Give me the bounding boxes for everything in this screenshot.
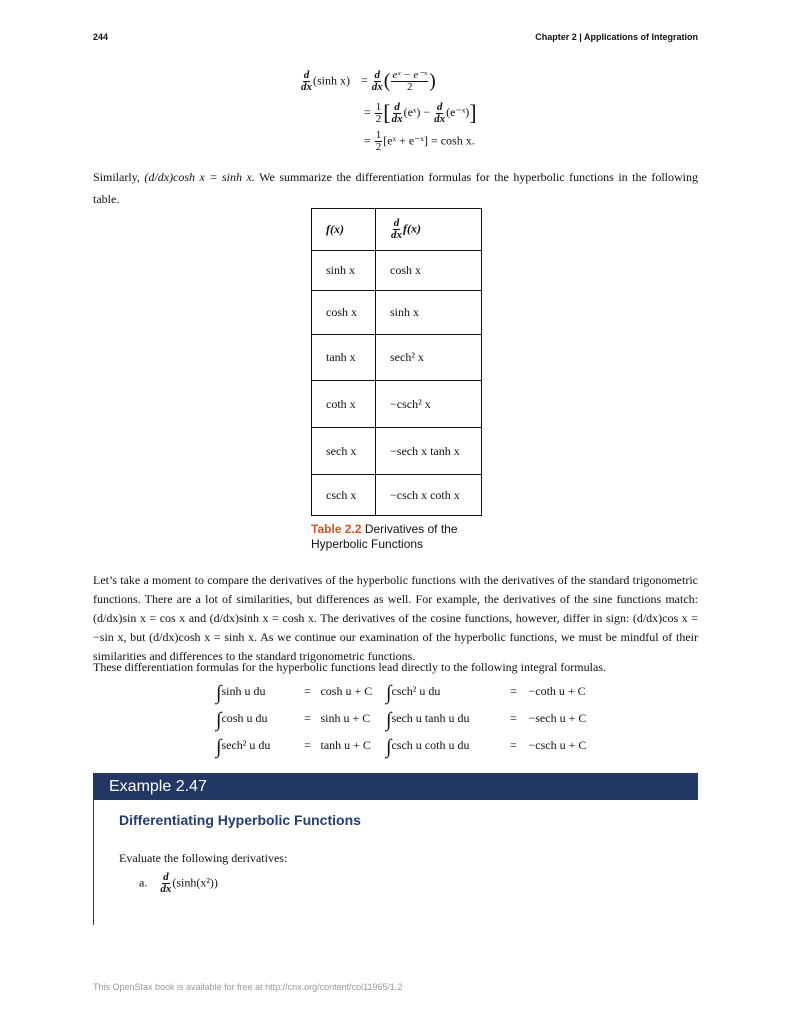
integral-formula (216, 682, 372, 705)
expr: (sinh(x²)) (172, 875, 218, 890)
integral-formula (386, 709, 586, 732)
table-row (312, 335, 482, 381)
integral-sign: ∫ (386, 736, 392, 758)
page-number: 244 (93, 32, 109, 42)
expr: (eˣ) − (403, 104, 431, 119)
lhs: (sinh x) (313, 73, 350, 88)
table-row (312, 251, 482, 291)
integral-formula (386, 736, 586, 759)
table-header-row (312, 209, 482, 251)
derivative-cell: −sech x tanh x (376, 428, 482, 475)
derivative-cell: −csch x coth x (376, 475, 482, 516)
derivative-cell: cosh x (376, 251, 482, 291)
frac-den: dx (160, 883, 172, 895)
header-fx: f(x) (312, 209, 376, 251)
equals: = (304, 738, 311, 752)
result: −csch u + C (528, 738, 587, 752)
footer-note: This OpenStax book is available for free at http://cnx.org/content/col11965/1.2 (93, 982, 403, 992)
frac-den: 2 (407, 81, 413, 93)
frac-num: eˣ − e⁻ˣ (392, 69, 428, 81)
frac-num: d (436, 100, 443, 113)
text: We summarize the differentiation formulas for the hyperbolic functions in the following table. (93, 170, 699, 206)
sinh-derivation (300, 70, 477, 153)
function-cell: sinh x (312, 251, 376, 291)
derivative-cell: −csch² x (376, 381, 482, 428)
frac-den: dx (301, 81, 312, 93)
example-intro: Evaluate the following derivatives: (119, 851, 288, 865)
caption-text: Derivatives of the Hyperbolic Functions (311, 522, 458, 551)
integrand: sinh u du (221, 684, 266, 698)
frac-den: dx (391, 229, 402, 241)
equals: = (364, 133, 371, 148)
example-item-a (139, 872, 218, 895)
frac-den: 2 (375, 112, 382, 125)
integral-formula (216, 736, 371, 759)
integrand: cosh u du (221, 711, 268, 725)
integral-sign: ∫ (386, 709, 392, 731)
frac-den: 2 (375, 141, 382, 153)
result: cosh u + C (320, 684, 373, 698)
example-title: Differentiating Hyperbolic Functions (119, 812, 361, 828)
paragraph-integrals-intro: These differentiation formulas for the hyperbolic functions lead directly to the following integral formulas. (93, 660, 606, 674)
table-row (312, 381, 482, 428)
derivatives-table (311, 208, 482, 516)
function-cell: coth x (312, 381, 376, 428)
frac-num: d (303, 69, 310, 81)
frac-num: d (163, 871, 169, 883)
item-label: a. (139, 875, 148, 890)
frac-num: 1 (375, 129, 382, 141)
frac-num: d (393, 217, 400, 229)
paragraph-compare: Let’s take a moment to compare the derivatives of the hyperbolic functions with the derivatives of the standard trigonometric functions. There are a lot of similarities, but differences as well. For example, the derivatives of the sine functions match: (d/dx)sin x = cos x and (d/dx)sinh x = cosh x. The derivatives of the cosine functions, however, differ in sign: (d/dx)cos x = −sin x, but (d/dx)cosh x = sinh x. As we continue our examination of the hyperbolic functions, we must be mindful of their similarities and differences to the standard trigonometric functions. (93, 573, 698, 663)
integrand: sech² u du (221, 738, 271, 752)
equals: = (510, 684, 517, 698)
integral-formula (216, 709, 370, 732)
function-cell: tanh x (312, 335, 376, 381)
result: tanh u + C (320, 738, 371, 752)
derivation-line-2: = $\frac{1}{2}$ [ $\frac{d}{dx}$ (eˣ) − $\frac{d}{dx}$ (e⁻ˣ)] (364, 100, 477, 125)
integral-sign: ∫ (216, 736, 222, 758)
frac-den: dx (391, 112, 403, 125)
derivation-line-1: $\frac{d}{dx}$ (sinh x) = $\frac{d}{dx}$ ( $\frac{\text{eˣ − e⁻ˣ}}{2}$ ) (301, 69, 436, 93)
table-caption (311, 522, 481, 552)
function-cell: sech x (312, 428, 376, 475)
table-row (312, 428, 482, 475)
text: Similarly, (93, 170, 140, 184)
integral-sign: ∫ (216, 682, 222, 704)
derivative-cell: sinh x (376, 291, 482, 335)
frac-den: dx (371, 81, 383, 93)
equals: = (304, 684, 311, 698)
integral-sign: ∫ (386, 682, 392, 704)
result: −coth u + C (528, 684, 586, 698)
equals: = (364, 104, 371, 119)
paragraph-similarly (93, 166, 698, 210)
integrand: sech u tanh u du (391, 711, 470, 725)
header-derivative (376, 209, 482, 251)
equals: = (510, 711, 517, 725)
example-banner: Example 2.47 (93, 773, 698, 800)
derivative-cell: sech² x (376, 335, 482, 381)
expr: [eˣ + e⁻ˣ] = cosh x. (383, 133, 475, 148)
result: sinh u + C (320, 711, 371, 725)
chapter-title: Chapter 2 | Applications of Integration (535, 32, 698, 42)
expr: (e⁻ˣ) (446, 104, 470, 119)
integral-formula (386, 682, 586, 705)
table-row (312, 291, 482, 335)
frac-num: d (374, 69, 381, 81)
function-cell: csch x (312, 475, 376, 516)
integrand: csch² u du (391, 684, 441, 698)
function-cell: cosh x (312, 291, 376, 335)
frac-num: 1 (375, 100, 382, 113)
equals: = (510, 738, 517, 752)
frac-den: dx (434, 112, 446, 125)
equals: = (361, 73, 368, 88)
frac-num: d (394, 100, 400, 113)
table-row (312, 475, 482, 516)
derivation-line-3 (300, 130, 477, 153)
equals: = (304, 711, 311, 725)
caption-label: Table 2.2 (311, 522, 362, 536)
integrand: csch u coth u du (391, 738, 470, 752)
fx: f(x) (403, 221, 421, 236)
integral-sign: ∫ (216, 709, 222, 731)
inline-math: (d/dx)cosh x = sinh x. (144, 170, 255, 184)
example-border (93, 800, 94, 925)
result: −sech u + C (528, 711, 587, 725)
